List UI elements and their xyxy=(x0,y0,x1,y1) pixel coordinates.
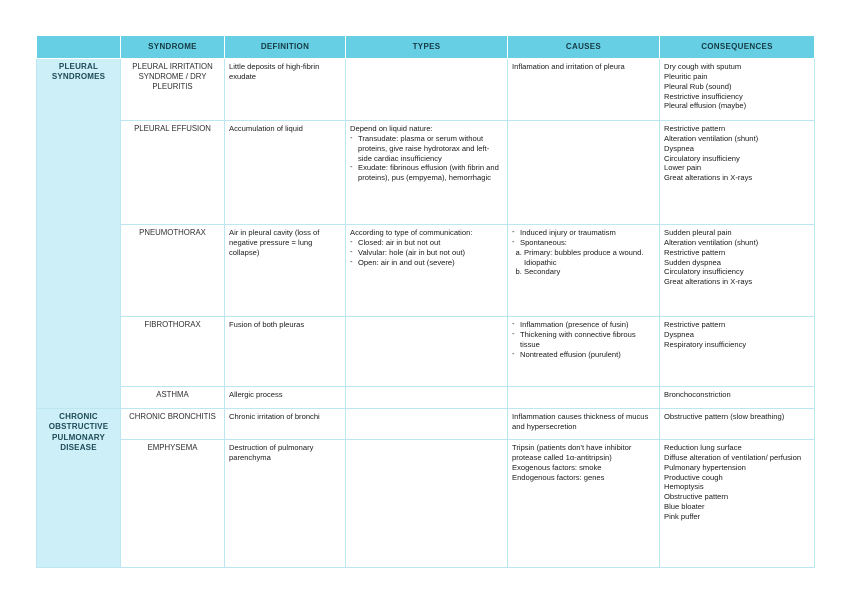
consequence-item: Circulatory insufficieny xyxy=(664,153,740,163)
causes-sublist xyxy=(512,248,655,278)
types-intro: Depend on liquid nature: xyxy=(350,124,433,133)
causes-cell xyxy=(508,317,660,387)
consequence-item: Productive cough xyxy=(664,472,723,482)
types-item: - Open: air in and out (severe) xyxy=(350,258,503,268)
consequences-cell xyxy=(660,59,815,121)
table-row xyxy=(37,317,815,387)
definition-cell: Destruction of pulmonary parenchyma xyxy=(225,440,346,568)
consequences-cell: Bronchoconstriction xyxy=(660,387,815,409)
causes-cell: Inflamation and irritation of pleura xyxy=(508,59,660,121)
consequence-item: Obstructive pattern xyxy=(664,492,729,502)
definition-cell: Fusion of both pleuras xyxy=(225,317,346,387)
syndrome-name: PLEURAL EFFUSION xyxy=(121,121,225,225)
table-row xyxy=(37,409,815,440)
consequence-item: Blue bloater xyxy=(664,502,705,512)
table-row xyxy=(37,387,815,409)
consequence-item: Great alterations in X-rays xyxy=(664,173,753,183)
causes-list xyxy=(512,320,655,359)
consequence-item: Pleural effusion (maybe) xyxy=(664,101,747,111)
causes-item: - Nontreated effusion (purulent) xyxy=(512,350,655,360)
types-cell xyxy=(346,440,508,568)
causes-cell: Inflammation causes thickness of mucus and hypersecretion xyxy=(508,409,660,440)
consequence-item: Restrictive pattern xyxy=(664,124,726,133)
consequence-item: Pleural Rub (sound) xyxy=(664,81,732,91)
types-cell xyxy=(346,121,508,225)
types-list xyxy=(350,238,503,268)
types-cell xyxy=(346,387,508,409)
consequence-item: Pink puffer xyxy=(664,512,701,522)
types-cell xyxy=(346,317,508,387)
syndromes-table xyxy=(36,36,815,568)
types-cell xyxy=(346,59,508,121)
causes-item: Endogenous factors: genes xyxy=(512,472,605,482)
consequence-item: Respiratory insufficiency xyxy=(664,339,747,349)
causes-item: - Spontaneous: xyxy=(512,238,655,248)
causes-item: - Inflammation (presence of fusin) xyxy=(512,320,655,330)
consequence-item: Restrictive pattern xyxy=(664,320,726,329)
consequence-item: Restrictive pattern xyxy=(664,247,726,257)
consequence-item: Hemoptysis xyxy=(664,482,704,492)
consequence-item: Dyspnea xyxy=(664,329,694,339)
causes-cell xyxy=(508,225,660,317)
causes-subitem: b. Secondary xyxy=(524,267,655,277)
consequences-cell xyxy=(660,225,815,317)
consequences-cell: Obstructive pattern (slow breathing) xyxy=(660,409,815,440)
header-syndrome: SYNDROME xyxy=(121,36,225,59)
causes-item: Exogenous factors: smoke xyxy=(512,462,602,472)
definition-cell: Air in pleural cavity (loss of negative pressure = lung collapse) xyxy=(225,225,346,317)
consequences-cell xyxy=(660,440,815,568)
table-row xyxy=(37,225,815,317)
consequence-item: Alteration ventilation (shunt) xyxy=(664,133,759,143)
consequence-item: Reduction lung surface xyxy=(664,443,742,452)
consequence-item: Dry cough with sputum xyxy=(664,62,742,71)
consequences-cell xyxy=(660,121,815,225)
group-label-pleural: PLEURAL SYNDROMES xyxy=(37,59,121,409)
consequence-item: Lower pain xyxy=(664,163,702,173)
table-row xyxy=(37,121,815,225)
causes-cell xyxy=(508,121,660,225)
definition-cell: Allergic process xyxy=(225,387,346,409)
types-intro: According to type of communication: xyxy=(350,228,473,237)
consequence-item: Great alterations in X-rays xyxy=(664,277,753,287)
definition-cell: Little deposits of high-fibrin exudate xyxy=(225,59,346,121)
causes-subitem: a. Primary: bubbles produce a wound. Idiopathic xyxy=(524,248,655,268)
group-label-copd: CHRONIC OBSTRUCTIVE PULMONARY DISEASE xyxy=(37,409,121,568)
types-list xyxy=(350,134,503,183)
causes-cell xyxy=(508,440,660,568)
syndrome-name: CHRONIC BRONCHITIS xyxy=(121,409,225,440)
syndrome-name: PLEURAL IRRITATION SYNDROME / DRY PLEURITIS xyxy=(121,59,225,121)
causes-item: - Induced injury or traumatism xyxy=(512,228,655,238)
causes-cell xyxy=(508,387,660,409)
header-corner xyxy=(37,36,121,59)
table-row xyxy=(37,440,815,568)
consequence-item: Diffuse alteration of ventilation/ perfusion xyxy=(664,452,802,462)
causes-item: - Thickening with connective fibrous tissue xyxy=(512,330,655,350)
definition-cell: Accumulation of liquid xyxy=(225,121,346,225)
types-item: - Closed: air in but not out xyxy=(350,238,503,248)
consequence-item: Circulatory insufficiency xyxy=(664,267,744,277)
header-causes: CAUSES xyxy=(508,36,660,59)
consequence-item: Sudden dyspnea xyxy=(664,257,722,267)
consequences-cell xyxy=(660,317,815,387)
causes-list xyxy=(512,228,655,248)
header-types: TYPES xyxy=(346,36,508,59)
definition-cell: Chronic irritation of bronchi xyxy=(225,409,346,440)
consequence-item: Restrictive insufficiency xyxy=(664,91,743,101)
types-cell xyxy=(346,409,508,440)
types-item: - Transudate: plasma or serum without proteins, give raise hydrotorax and left-side cardiac insufficiency xyxy=(350,134,503,164)
consequence-item: Pleuritic pain xyxy=(664,71,708,81)
syndrome-name: ASTHMA xyxy=(121,387,225,409)
syndrome-name: EMPHYSEMA xyxy=(121,440,225,568)
types-item: - Exudate: fibrinous effusion (with fibrin and proteins), pus (empyema), hemorrhagic xyxy=(350,163,503,183)
consequence-item: Pulmonary hypertension xyxy=(664,462,746,472)
table-row xyxy=(37,59,815,121)
syndrome-name: FIBROTHORAX xyxy=(121,317,225,387)
types-cell xyxy=(346,225,508,317)
syndrome-name: PNEUMOTHORAX xyxy=(121,225,225,317)
causes-item: Tripsin (patients don't have inhibitor protease called 1α-antitripsin) xyxy=(512,443,632,462)
consequence-item: Dyspnea xyxy=(664,143,694,153)
consequence-item: Alteration ventilation (shunt) xyxy=(664,237,759,247)
header-row xyxy=(37,36,815,59)
header-consequences: CONSEQUENCES xyxy=(660,36,815,59)
types-item: - Valvular: hole (air in but not out) xyxy=(350,248,503,258)
header-definition: DEFINITION xyxy=(225,36,346,59)
consequence-item: Sudden pleural pain xyxy=(664,228,732,237)
